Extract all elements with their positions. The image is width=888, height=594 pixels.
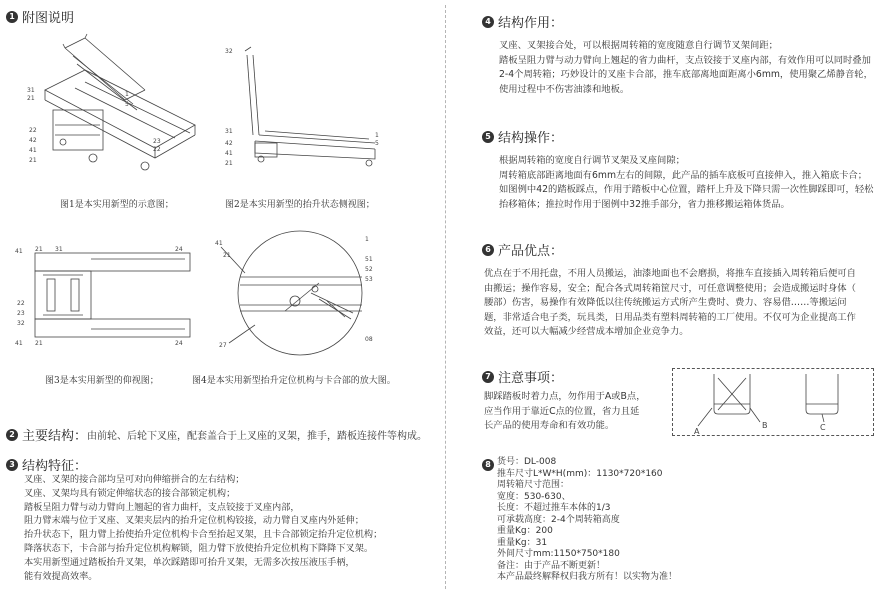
section-2-number-badge: 2 [6,429,18,441]
figure-4-enlarged-mechanism-drawing [215,233,395,363]
caution-label-c: C [820,423,826,432]
fig1-label-23: 23 [153,138,161,145]
fig1-label-1: 1 [125,91,129,98]
fig3-label-23: 23 [17,310,25,317]
figure-3-bottom-view-drawing [15,245,190,360]
section-2-title: 主要结构： [22,429,88,444]
spec-item-load-weight: 重量Kg：200 [497,526,553,536]
section-3-heading [6,455,87,474]
section-6-body [484,267,856,340]
fig4-label-41: 41 [215,240,223,247]
fig1-label-5: 5 [125,101,129,108]
section-4-line: 使用过程中不伤害油漆和地板。 [499,83,630,95]
fig1-label-22: 22 [29,127,37,134]
section-6-line: 效益，还可以大幅减少经营成本增加企业竞争力。 [484,326,689,338]
section-5-line: 周转箱底部距离地面有6mm左右的间隙，此产品的插车底板可直接伸入，推入箱底卡合； [499,169,868,181]
section-4-line: 叉座、叉架接合处，可以根据周转箱的宽度随意自行调节叉架间距； [499,40,778,51]
section-5-line: 抬移箱体；推拉时作用于图例中32推手部分，省力推移搬运箱体货品。 [499,198,790,210]
fig4-label-08: 08 [365,336,373,343]
section-6-title: 产品优点： [498,244,564,259]
section-7-number-badge: 7 [482,371,494,383]
fig2-label-5: 5 [375,140,379,147]
section-5-line: 根据周转箱的宽度自行调节叉架及叉座间隙； [499,155,685,166]
section-6-number-badge: 6 [482,244,494,256]
section-7-heading [482,367,563,386]
section-2-heading [6,425,427,444]
fig3-label-24b: 24 [175,340,183,347]
section-4-body [499,39,873,97]
fig1-label-21b: 21 [29,157,37,164]
fig2-label-21: 21 [225,160,233,167]
figure-1-perspective-drawing [25,30,200,190]
section-3-number-badge: 3 [6,459,18,471]
section-5-number-badge: 5 [482,131,494,143]
section-4-heading [482,12,563,31]
fig3-label-21b: 21 [35,340,43,347]
spec-item-length: 长度：不超过推车本体的1/3 [497,503,611,513]
section-3-line: 叉座、叉架的接合部均呈可对向伸缩拼合的左右结构； [24,474,245,485]
figure-1-caption: 图1是本实用新型的示意图； [60,200,174,210]
fig1-label-22b: 22 [153,146,161,153]
fig4-label-51: 51 [365,256,373,263]
section-7-line: 应当作用于靠近C点的位置，省力且延 [484,405,640,417]
fig3-label-24: 24 [175,246,183,253]
section-4-line: 2-4个周转箱；巧妙设计的叉座卡合部，推车底部离地面距离小6mm，使用聚乙烯静音轮， [499,69,873,81]
fig4-label-52: 52 [365,266,373,273]
section-3-line: 阻力臂末端与位于叉座、叉架夹层内的抬升定位机构铰接，动力臂自叉座内外延伸； [24,515,364,527]
fig1-label-41: 41 [29,147,37,154]
fig1-label-21: 21 [27,95,35,102]
spec-item-load-height: 可承载高度：2-4个周转箱高度 [497,514,620,525]
spec-item-box-range: 周转箱尺寸范围： [497,480,570,490]
fig2-label-41: 41 [225,150,233,157]
spec-item-net-weight: 重量Kg：31 [497,537,548,548]
section-6-line: 优点在于不用托盘，不用人员搬运，油漆地面也不会磨损，将推车直接插入周转箱后便可自 [484,268,856,279]
figure-3-caption: 图3是本实用新型的仰视图； [45,376,159,386]
spec-item-disclaimer: 本产品最终解释权归我方所有！以实物为准！ [497,572,678,582]
section-3-title: 结构特征： [22,459,88,474]
spec-item-model: 货号：DL-008 [497,457,557,467]
spec-item-width: 宽度：530-630、 [497,491,571,502]
spec-item-remark: 备注：由于产品不断更新！ [497,560,606,571]
section-7-line: 脚踩踏板时着力点，勿作用于A或B点， [484,391,646,402]
section-8-heading [482,457,498,472]
section-3-line: 降落状态下，卡合部与抬升定位机构解锁，阻力臂下放使抬升定位机构下降降下叉架。 [24,542,374,554]
spec-item-cart-size: 推车尺寸L*W*H(mm)：1130*720*160 [497,468,663,479]
caution-label-a: A [694,427,700,436]
section-6-line: 由搬运；操作容易，安全；配合各式周转箱筐尺寸，可任意调整使用；会造成搬运时身体（ [484,282,856,294]
fig3-label-22: 22 [17,300,25,307]
section-3-body [24,473,382,583]
section-2-text: 由前轮、后轮下叉座，配套盖合于上叉座的叉架，推手，踏板连接件等构成。 [87,431,428,442]
fig1-label-31: 31 [27,87,35,94]
section-5-title: 结构操作： [498,131,564,146]
section-3-line: 叉座、叉架均具有锁定伸缩状态的接合部锁定机构； [24,487,236,499]
column-divider [445,5,446,589]
fig4-label-53: 53 [365,276,373,283]
fig3-label-41: 41 [15,248,23,255]
caution-label-b: B [762,421,768,430]
figure-2-side-view-drawing [225,45,385,175]
fig2-label-32: 32 [225,48,233,55]
section-4-line: 踏板呈阻力臂与动力臂向上翘起的省力曲杆，支点铰接于叉座内部，有效作用可以同时叠加 [499,54,871,66]
section-3-line: 本实用新型通过踏板抬升叉架，单次踩踏即可抬升叉架，无需多次按压液压手柄， [24,556,355,568]
fig3-label-21: 21 [35,246,43,253]
section-1-number-badge: 1 [6,11,18,23]
section-8-spec-list [497,457,677,584]
fig4-label-27: 27 [219,342,227,349]
fig3-label-31: 31 [55,246,63,253]
section-8-number-badge: 8 [482,459,494,471]
section-7-body [484,390,646,434]
section-5-heading [482,127,563,146]
figure-2-caption: 图2是本实用新型的抬升状态侧视图； [225,200,375,210]
section-4-number-badge: 4 [482,16,494,28]
fig2-label-1: 1 [375,132,379,139]
caution-diagram [672,368,874,436]
fig4-label-1: 1 [365,236,369,243]
fig3-label-41b: 41 [15,340,23,347]
section-1-title: 附图说明 [22,11,75,26]
fig2-label-31: 31 [225,128,233,135]
section-3-line: 踏板呈阻力臂与动力臂向上翘起的省力曲杆，支点铰接于叉座内部， [24,501,300,513]
figure-4-caption: 图4是本实用新型抬升定位机构与卡合部的放大图。 [192,376,396,386]
section-3-line: 抬升状态下，阻力臂上抬使抬升定位机构卡合至抬起叉架，且卡合部锁定抬升定位机构； [24,529,383,541]
fig1-label-42: 42 [29,137,37,144]
fig3-label-32: 32 [17,320,25,327]
section-5-body [499,154,873,212]
section-6-line: 题，非常适合电子类，玩具类，日用品类有塑料周转箱的工厂使用。不仅可为企业提高工作 [484,311,856,323]
fig4-label-21: 21 [223,252,231,259]
section-6-line: 腰部）伤害，易操作有效降低以往传统搬运方式所产生费时、费力、容易借……等搬运问 [484,297,847,309]
section-7-line: 长产品的使用寿命和有效功能。 [484,420,615,432]
section-4-title: 结构作用： [498,16,564,31]
fig2-label-42: 42 [225,140,233,147]
section-6-heading [482,240,563,259]
section-3-line: 能有效提高效率。 [24,570,98,582]
section-5-line: 如图例中42的踏板踩点，作用于踏板中心位置，踏杆上升及下降只需一次性脚踩即可，轻松 [499,184,874,196]
section-1-heading [6,7,74,26]
section-7-title: 注意事项： [498,371,564,386]
spec-item-outer-size: 外间尺寸mm:1150*750*180 [497,549,620,559]
